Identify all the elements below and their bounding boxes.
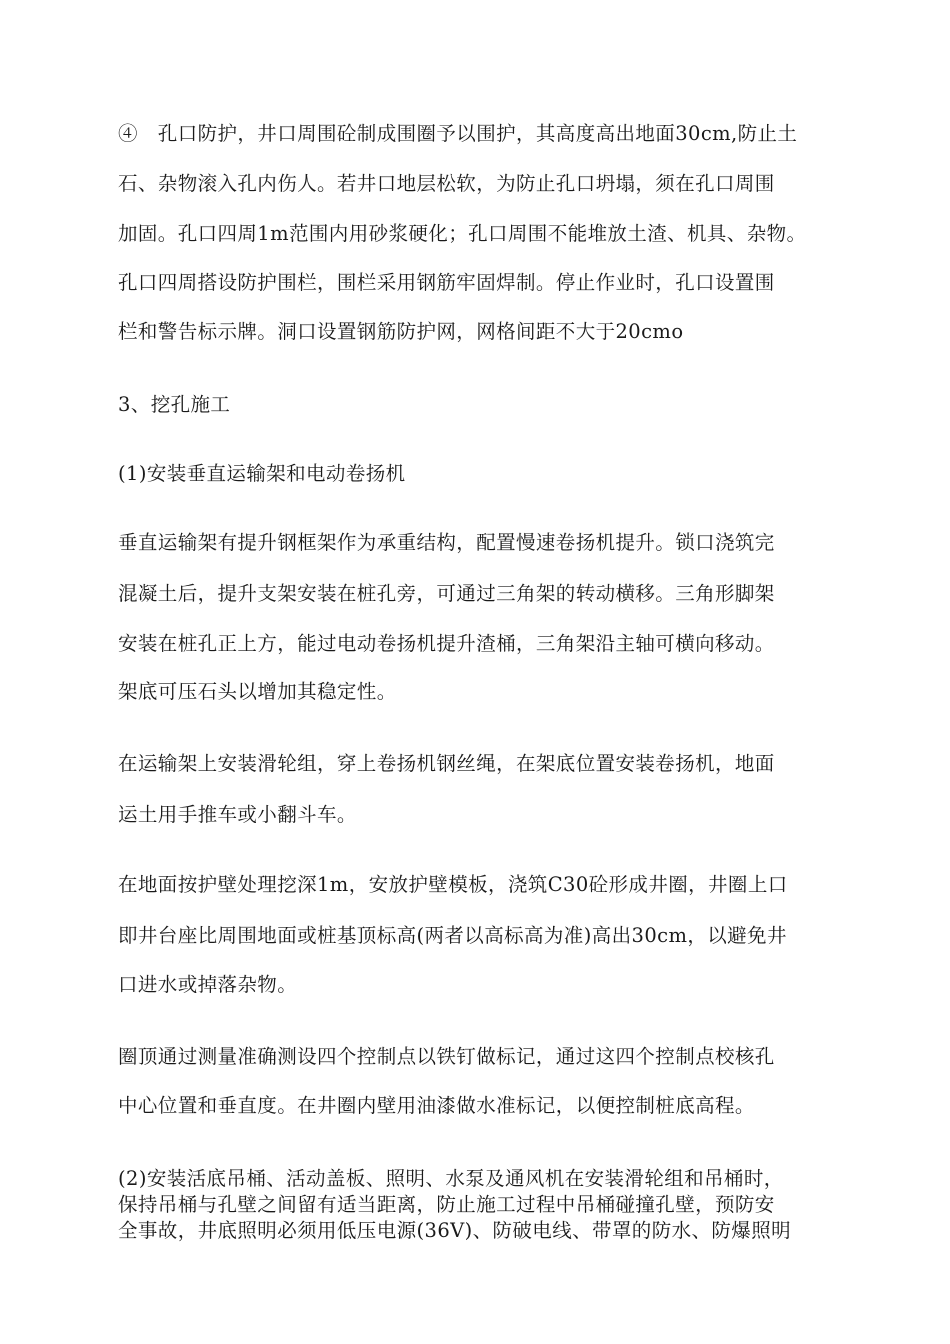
para2-line1: 垂直运输架有提升钢框架作为承重结构，配置慢速卷扬机提升。锁口浇筑完: [118, 531, 775, 554]
para1-line4: 孔口四周搭设防护围栏，围栏采用钢筋牢固焊制。停止作业时，孔口设置围: [118, 271, 775, 294]
section-heading: 3、挖孔施工: [118, 393, 231, 416]
para2-line3: 安装在桩孔正上方，能过电动卷扬机提升渣桶，三角架沿主轴可横向移动。: [118, 632, 775, 655]
para2-line2: 混凝土后，提升支架安装在桩孔旁，可通过三角架的转动横移。三角形脚架: [118, 582, 775, 605]
para6-line2: 保持吊桶与孔壁之间留有适当距离，防止施工过程中吊桶碰撞孔壁，预防安: [118, 1193, 775, 1216]
subheading-1: (1)安装垂直运输架和电动卷扬机: [118, 462, 406, 485]
para1-line1: ④ 孔口防护，井口周围砼制成围圈予以围护，其高度高出地面30cm,防止土: [118, 122, 798, 145]
para1-line3: 加固。孔口四周1m范围内用砂浆硬化；孔口周围不能堆放土渣、机具、杂物。: [118, 222, 807, 245]
para6-line1: (2)安装活底吊桶、活动盖板、照明、水泵及通风机在安装滑轮组和吊桶时，: [118, 1167, 784, 1190]
para4-line2: 即井台座比周围地面或桩基顶标高(两者以高标高为准)高出30cm，以避免井: [118, 924, 787, 947]
para1-line2: 石、杂物滚入孔内伤人。若井口地层松软，为防止孔口坍塌，须在孔口周围: [118, 172, 775, 195]
para6-line3: 全事故，井底照明必须用低压电源(36V)、防破电线、带罩的防水、防爆照明: [118, 1219, 792, 1242]
para4-line3: 口进水或掉落杂物。: [118, 973, 298, 996]
para3-line1: 在运输架上安装滑轮组，穿上卷扬机钢丝绳，在架底位置安装卷扬机，地面: [118, 752, 775, 775]
para4-line1: 在地面按护壁处理挖深1m，安放护壁模板，浇筑C30砼形成井圈，井圈上口: [118, 873, 788, 896]
para5-line2: 中心位置和垂直度。在井圈内壁用油漆做水准标记，以便控制桩底高程。: [118, 1094, 755, 1117]
para1-line5: 栏和警告标示牌。洞口设置钢筋防护网，网格间距不大于20cmo: [118, 320, 684, 343]
para3-line2: 运土用手推车或小翻斗车。: [118, 803, 357, 826]
para5-line1: 圈顶通过测量准确测设四个控制点以铁钉做标记，通过这四个控制点校核孔: [118, 1045, 775, 1068]
para2-line4: 架底可压石头以增加其稳定性。: [118, 680, 397, 703]
